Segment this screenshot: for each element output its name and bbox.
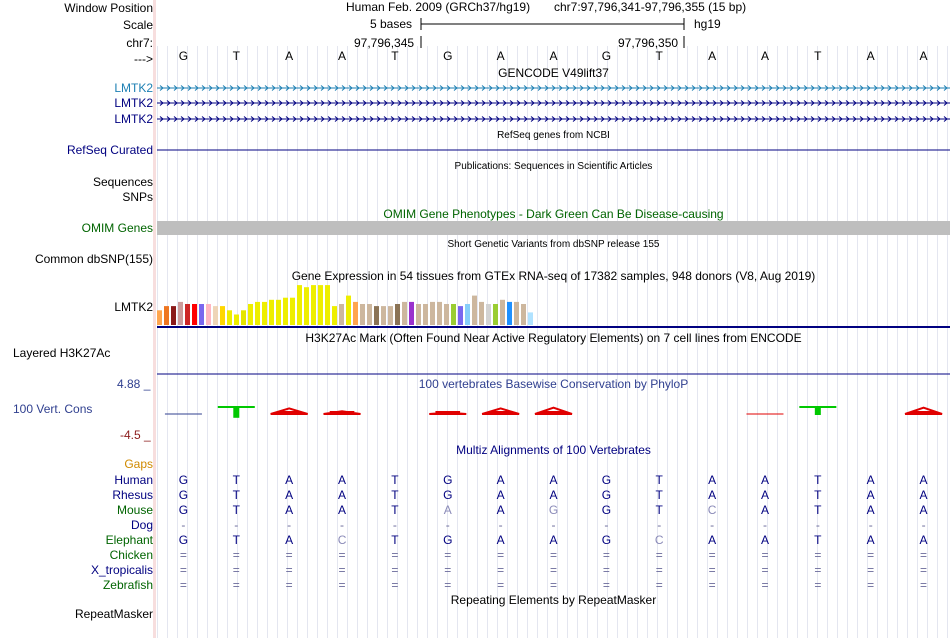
multiz-base: = [920, 578, 928, 592]
phylop-ymax: 4.88 _ [117, 377, 151, 391]
multiz-base: A [708, 533, 717, 547]
gtex-bar [493, 304, 498, 325]
gtex-bar [255, 302, 260, 325]
gencode-label-1[interactable]: LMTK2 [114, 81, 153, 95]
multiz-base: = [497, 548, 505, 562]
base-letter: A [338, 49, 347, 63]
gtex-label[interactable]: LMTK2 [114, 300, 153, 314]
multiz-base: A [443, 503, 452, 517]
gtex-bar [304, 287, 309, 325]
multiz-species-label[interactable]: Rhesus [112, 488, 153, 502]
multiz-base: G [601, 473, 612, 487]
multiz-base: G [601, 488, 612, 502]
multiz-base: A [549, 488, 558, 502]
multiz-base: A [760, 488, 769, 502]
gtex-bar [465, 304, 470, 325]
position-text[interactable]: chr7:97,796,341-97,796,355 (15 bp) [554, 0, 747, 14]
multiz-base: G [443, 488, 453, 502]
multiz-base: A [919, 473, 928, 487]
multiz-base: A [496, 473, 505, 487]
multiz-seq-row [157, 488, 950, 502]
multiz-base: - [287, 518, 292, 532]
multiz-base: A [708, 473, 717, 487]
multiz-base: = [867, 548, 875, 562]
base-letter: A [549, 49, 558, 63]
gtex-bar [248, 304, 253, 325]
publications-title[interactable]: Publications: Sequences in Scientific Articles [454, 161, 653, 172]
multiz-base: = [867, 563, 875, 577]
multiz-seq-row [157, 578, 950, 592]
multiz-base: T [232, 503, 240, 517]
multiz-base: A [919, 533, 928, 547]
multiz-base: T [814, 533, 822, 547]
publications-label-sequences[interactable]: Sequences [92, 175, 153, 189]
gtex-bar [430, 302, 435, 325]
multiz-base: A [919, 488, 928, 502]
publications-label-snps[interactable]: SNPs [122, 190, 153, 204]
multiz-base: - [551, 518, 556, 532]
gtex-bar [276, 300, 281, 325]
multiz-base: = [761, 563, 769, 577]
gtex-bar [423, 304, 428, 325]
gtex-bar [297, 285, 302, 325]
phylop-peak [271, 408, 308, 414]
gtex-bar [388, 306, 393, 325]
gtex-bar [185, 304, 190, 325]
omim-label[interactable]: OMIM Genes [81, 221, 153, 235]
gtex-bar [157, 310, 162, 325]
multiz-base: T [655, 473, 663, 487]
gtex-bar [332, 306, 337, 325]
multiz-base: G [178, 533, 189, 547]
multiz-species-label[interactable]: X_tropicalis [90, 563, 153, 577]
multiz-base: A [549, 473, 558, 487]
h3k27ac-title[interactable]: H3K27Ac Mark (Often Found Near Active Regulatory Elements) on 7 cell lines from ENCODE [305, 331, 802, 345]
multiz-base: G [601, 533, 612, 547]
multiz-base: A [285, 503, 294, 517]
multiz-base: A [285, 473, 294, 487]
multiz-base: G [443, 533, 453, 547]
multiz-base: T [391, 533, 399, 547]
multiz-base: = [602, 548, 610, 562]
phylop-peak [535, 408, 572, 414]
base-letter: A [866, 49, 875, 63]
multiz-base: = [444, 578, 452, 592]
multiz-base: = [602, 563, 610, 577]
multiz-base: T [814, 473, 822, 487]
multiz-base: G [601, 503, 612, 517]
h3k27ac-label[interactable]: Layered H3K27Ac [13, 346, 111, 360]
gtex-bar [227, 310, 232, 325]
multiz-base: - [340, 518, 345, 532]
multiz-base: A [496, 533, 505, 547]
multiz-seq-row [157, 548, 950, 562]
multiz-base: = [920, 548, 928, 562]
gtex-bar [325, 285, 330, 325]
gtex-bar [381, 306, 386, 325]
multiz-base: C [707, 503, 717, 517]
base-letter: T [232, 49, 240, 63]
gtex-bar [192, 304, 197, 325]
multiz-base: = [285, 578, 293, 592]
multiz-title[interactable]: Multiz Alignments of 100 Vertebrates [456, 443, 651, 457]
multiz-base: = [708, 578, 716, 592]
base-letter: T [391, 49, 399, 63]
multiz-base: = [655, 548, 663, 562]
gtex-bar [311, 285, 316, 325]
phylop-peak [324, 411, 361, 414]
multiz-base: A [549, 533, 558, 547]
gtex-bar [458, 306, 463, 325]
gtex-bar [437, 302, 442, 325]
multiz-species-label[interactable]: Human [114, 473, 153, 487]
multiz-base: C [337, 533, 347, 547]
multiz-base: = [761, 578, 769, 592]
multiz-base: T [655, 488, 663, 502]
multiz-base: = [338, 578, 346, 592]
multiz-base: = [232, 548, 240, 562]
multiz-base: A [866, 503, 875, 517]
multiz-species-label[interactable]: Zebrafish [102, 578, 153, 592]
gtex-bar [395, 304, 400, 325]
gtex-bar [521, 304, 526, 325]
gtex-bar [360, 304, 365, 325]
multiz-base: A [338, 488, 347, 502]
multiz-base: A [338, 473, 347, 487]
multiz-species-label[interactable]: Chicken [109, 548, 153, 562]
db-text: hg19 [694, 17, 721, 31]
scale-label: Scale [122, 18, 153, 32]
gtex-bar [290, 298, 295, 325]
gtex-bar [171, 306, 176, 325]
base-letter: A [708, 49, 717, 63]
gtex-bar [318, 285, 323, 325]
coord-left: 97,796,345 [354, 36, 415, 50]
gtex-bar [374, 306, 379, 325]
gtex-bar [199, 304, 204, 325]
refseq-label[interactable]: RefSeq Curated [66, 143, 153, 157]
multiz-base: = [285, 563, 293, 577]
multiz-base: A [866, 533, 875, 547]
omim-bar [157, 221, 950, 235]
multiz-base: = [761, 548, 769, 562]
base-letter: G [178, 49, 189, 63]
multiz-seq-row [157, 533, 950, 547]
multiz-base: A [338, 503, 347, 517]
multiz-base: = [285, 548, 293, 562]
gtex-bar [178, 302, 183, 325]
multiz-base: T [232, 488, 240, 502]
base-letter: G [601, 49, 612, 63]
omim-title[interactable]: OMIM Gene Phenotypes - Dark Green Can Be Disease-causing [383, 207, 724, 221]
multiz-base: = [391, 548, 399, 562]
base-letter: G [443, 49, 453, 63]
multiz-base: = [179, 548, 187, 562]
multiz-base: = [814, 548, 822, 562]
multiz-base: A [919, 503, 928, 517]
multiz-base: T [232, 473, 240, 487]
gencode-label-2[interactable]: LMTK2 [114, 96, 153, 110]
gtex-bar [479, 302, 484, 325]
gtex-bar [514, 302, 519, 325]
gencode-label-3[interactable]: LMTK2 [114, 112, 153, 126]
multiz-base: = [391, 563, 399, 577]
multiz-base: T [391, 473, 399, 487]
multiz-base: = [549, 548, 557, 562]
multiz-base: = [232, 578, 240, 592]
multiz-base: - [762, 518, 767, 532]
base-letter: A [285, 49, 294, 63]
multiz-base: - [234, 518, 239, 532]
multiz-base: A [496, 488, 505, 502]
gtex-bar [339, 304, 344, 325]
multiz-base: - [181, 518, 186, 532]
multiz-base: A [496, 503, 505, 517]
gtex-bar [486, 304, 491, 325]
multiz-base: T [814, 488, 822, 502]
multiz-base: = [708, 548, 716, 562]
multiz-base: - [921, 518, 926, 532]
multiz-base: - [815, 518, 820, 532]
gtex-bar [164, 306, 169, 325]
gtex-bar [220, 306, 225, 325]
gtex-bar [528, 312, 533, 325]
multiz-species-label[interactable]: Elephant [105, 533, 153, 547]
window-position-label: Window Position [64, 1, 153, 15]
multiz-species-label[interactable]: Mouse [116, 503, 153, 517]
multiz-base: G [548, 503, 559, 517]
base-letter: A [919, 49, 928, 63]
gtex-bar [234, 315, 239, 326]
multiz-base: A [760, 473, 769, 487]
base-letter: T [814, 49, 822, 63]
strand-arrow-label: ---> [134, 52, 153, 66]
multiz-base: G [443, 473, 453, 487]
multiz-base: = [867, 578, 875, 592]
multiz-seq-row [157, 503, 950, 517]
multiz-base: = [655, 563, 663, 577]
phylop-peak [429, 412, 466, 414]
multiz-base: = [497, 578, 505, 592]
multiz-base: = [920, 563, 928, 577]
gtex-bar [283, 298, 288, 325]
repeatmasker-title[interactable]: Repeating Elements by RepeatMasker [450, 593, 657, 607]
multiz-base: G [178, 503, 189, 517]
phylop-bar [815, 406, 821, 415]
multiz-base: = [497, 563, 505, 577]
multiz-base: = [549, 578, 557, 592]
gtex-bar [416, 304, 421, 325]
multiz-base: = [444, 548, 452, 562]
multiz-base: A [866, 473, 875, 487]
multiz-gaps-label: Gaps [124, 457, 153, 471]
dbsnp-title[interactable]: Short Genetic Variants from dbSNP release 155 [447, 239, 660, 250]
gtex-bar [402, 302, 407, 325]
base-letter: A [496, 49, 505, 63]
multiz-base: = [179, 578, 187, 592]
base-letter: T [655, 49, 663, 63]
repeatmasker-label[interactable]: RepeatMasker [74, 607, 153, 621]
phylop-title[interactable]: 100 vertebrates Basewise Conservation by PhyloP [418, 377, 689, 391]
multiz-base: - [392, 518, 397, 532]
multiz-species-label[interactable]: Dog [130, 518, 153, 532]
gtex-bar [472, 296, 477, 325]
multiz-base: - [604, 518, 609, 532]
gtex-title[interactable]: Gene Expression in 54 tissues from GTEx RNA-seq of 17382 samples, 948 donors (V8, Aug 2019) [291, 269, 816, 283]
gtex-bar [206, 304, 211, 325]
assembly-text: Human Feb. 2009 (GRCh37/hg19) [346, 0, 531, 14]
gtex-bar [241, 310, 246, 325]
phylop-peak [905, 408, 942, 414]
multiz-seq-row [157, 563, 950, 577]
gtex-bar [507, 302, 512, 325]
phylop-label[interactable]: 100 Vert. Cons [13, 402, 93, 416]
multiz-base: A [760, 503, 769, 517]
gtex-bar [346, 296, 351, 325]
gtex-bar [269, 300, 274, 325]
multiz-base: G [178, 488, 189, 502]
multiz-base: T [391, 503, 399, 517]
gtex-bar [262, 302, 267, 325]
multiz-base: = [814, 578, 822, 592]
multiz-base: = [338, 548, 346, 562]
multiz-base: T [391, 488, 399, 502]
multiz-base: A [708, 488, 717, 502]
multiz-base: A [866, 488, 875, 502]
multiz-base: - [445, 518, 450, 532]
gtex-bar [444, 304, 449, 325]
gtex-bar [500, 300, 505, 325]
base-letter: A [760, 49, 769, 63]
multiz-base: - [657, 518, 662, 532]
phylop-ymin: -4.5 _ [120, 428, 151, 442]
gtex-bar [367, 304, 372, 325]
gencode-title[interactable]: GENCODE V49lift37 [498, 66, 609, 80]
multiz-seq-row [157, 473, 950, 487]
multiz-base: = [814, 563, 822, 577]
gtex-bar [451, 304, 456, 325]
multiz-base: C [654, 533, 664, 547]
multiz-base: A [285, 488, 294, 502]
phylop-bar [233, 406, 239, 418]
base-sequence-row [157, 49, 950, 63]
multiz-base: - [498, 518, 503, 532]
refseq-title[interactable]: RefSeq genes from NCBI [497, 130, 610, 141]
multiz-base: - [710, 518, 715, 532]
dbsnp-label[interactable]: Common dbSNP(155) [34, 252, 153, 266]
chrom-label: chr7: [126, 36, 153, 50]
coord-right: 97,796,350 [618, 36, 679, 50]
multiz-base: T [655, 503, 663, 517]
multiz-base: = [179, 563, 187, 577]
gtex-bar [353, 302, 358, 325]
multiz-base: G [178, 473, 189, 487]
scale-text: 5 bases [370, 17, 413, 31]
multiz-base: = [708, 563, 716, 577]
multiz-base: T [814, 503, 822, 517]
multiz-base: = [444, 563, 452, 577]
multiz-base: = [655, 578, 663, 592]
multiz-base: = [549, 563, 557, 577]
multiz-base: - [868, 518, 873, 532]
gtex-bar [213, 306, 218, 325]
multiz-base: A [285, 533, 294, 547]
gtex-bar [409, 302, 414, 325]
multiz-base: = [338, 563, 346, 577]
multiz-base: A [760, 533, 769, 547]
multiz-seq-row [157, 518, 950, 532]
multiz-base: = [602, 578, 610, 592]
multiz-base: = [232, 563, 240, 577]
multiz-base: = [391, 578, 399, 592]
multiz-base: T [232, 533, 240, 547]
